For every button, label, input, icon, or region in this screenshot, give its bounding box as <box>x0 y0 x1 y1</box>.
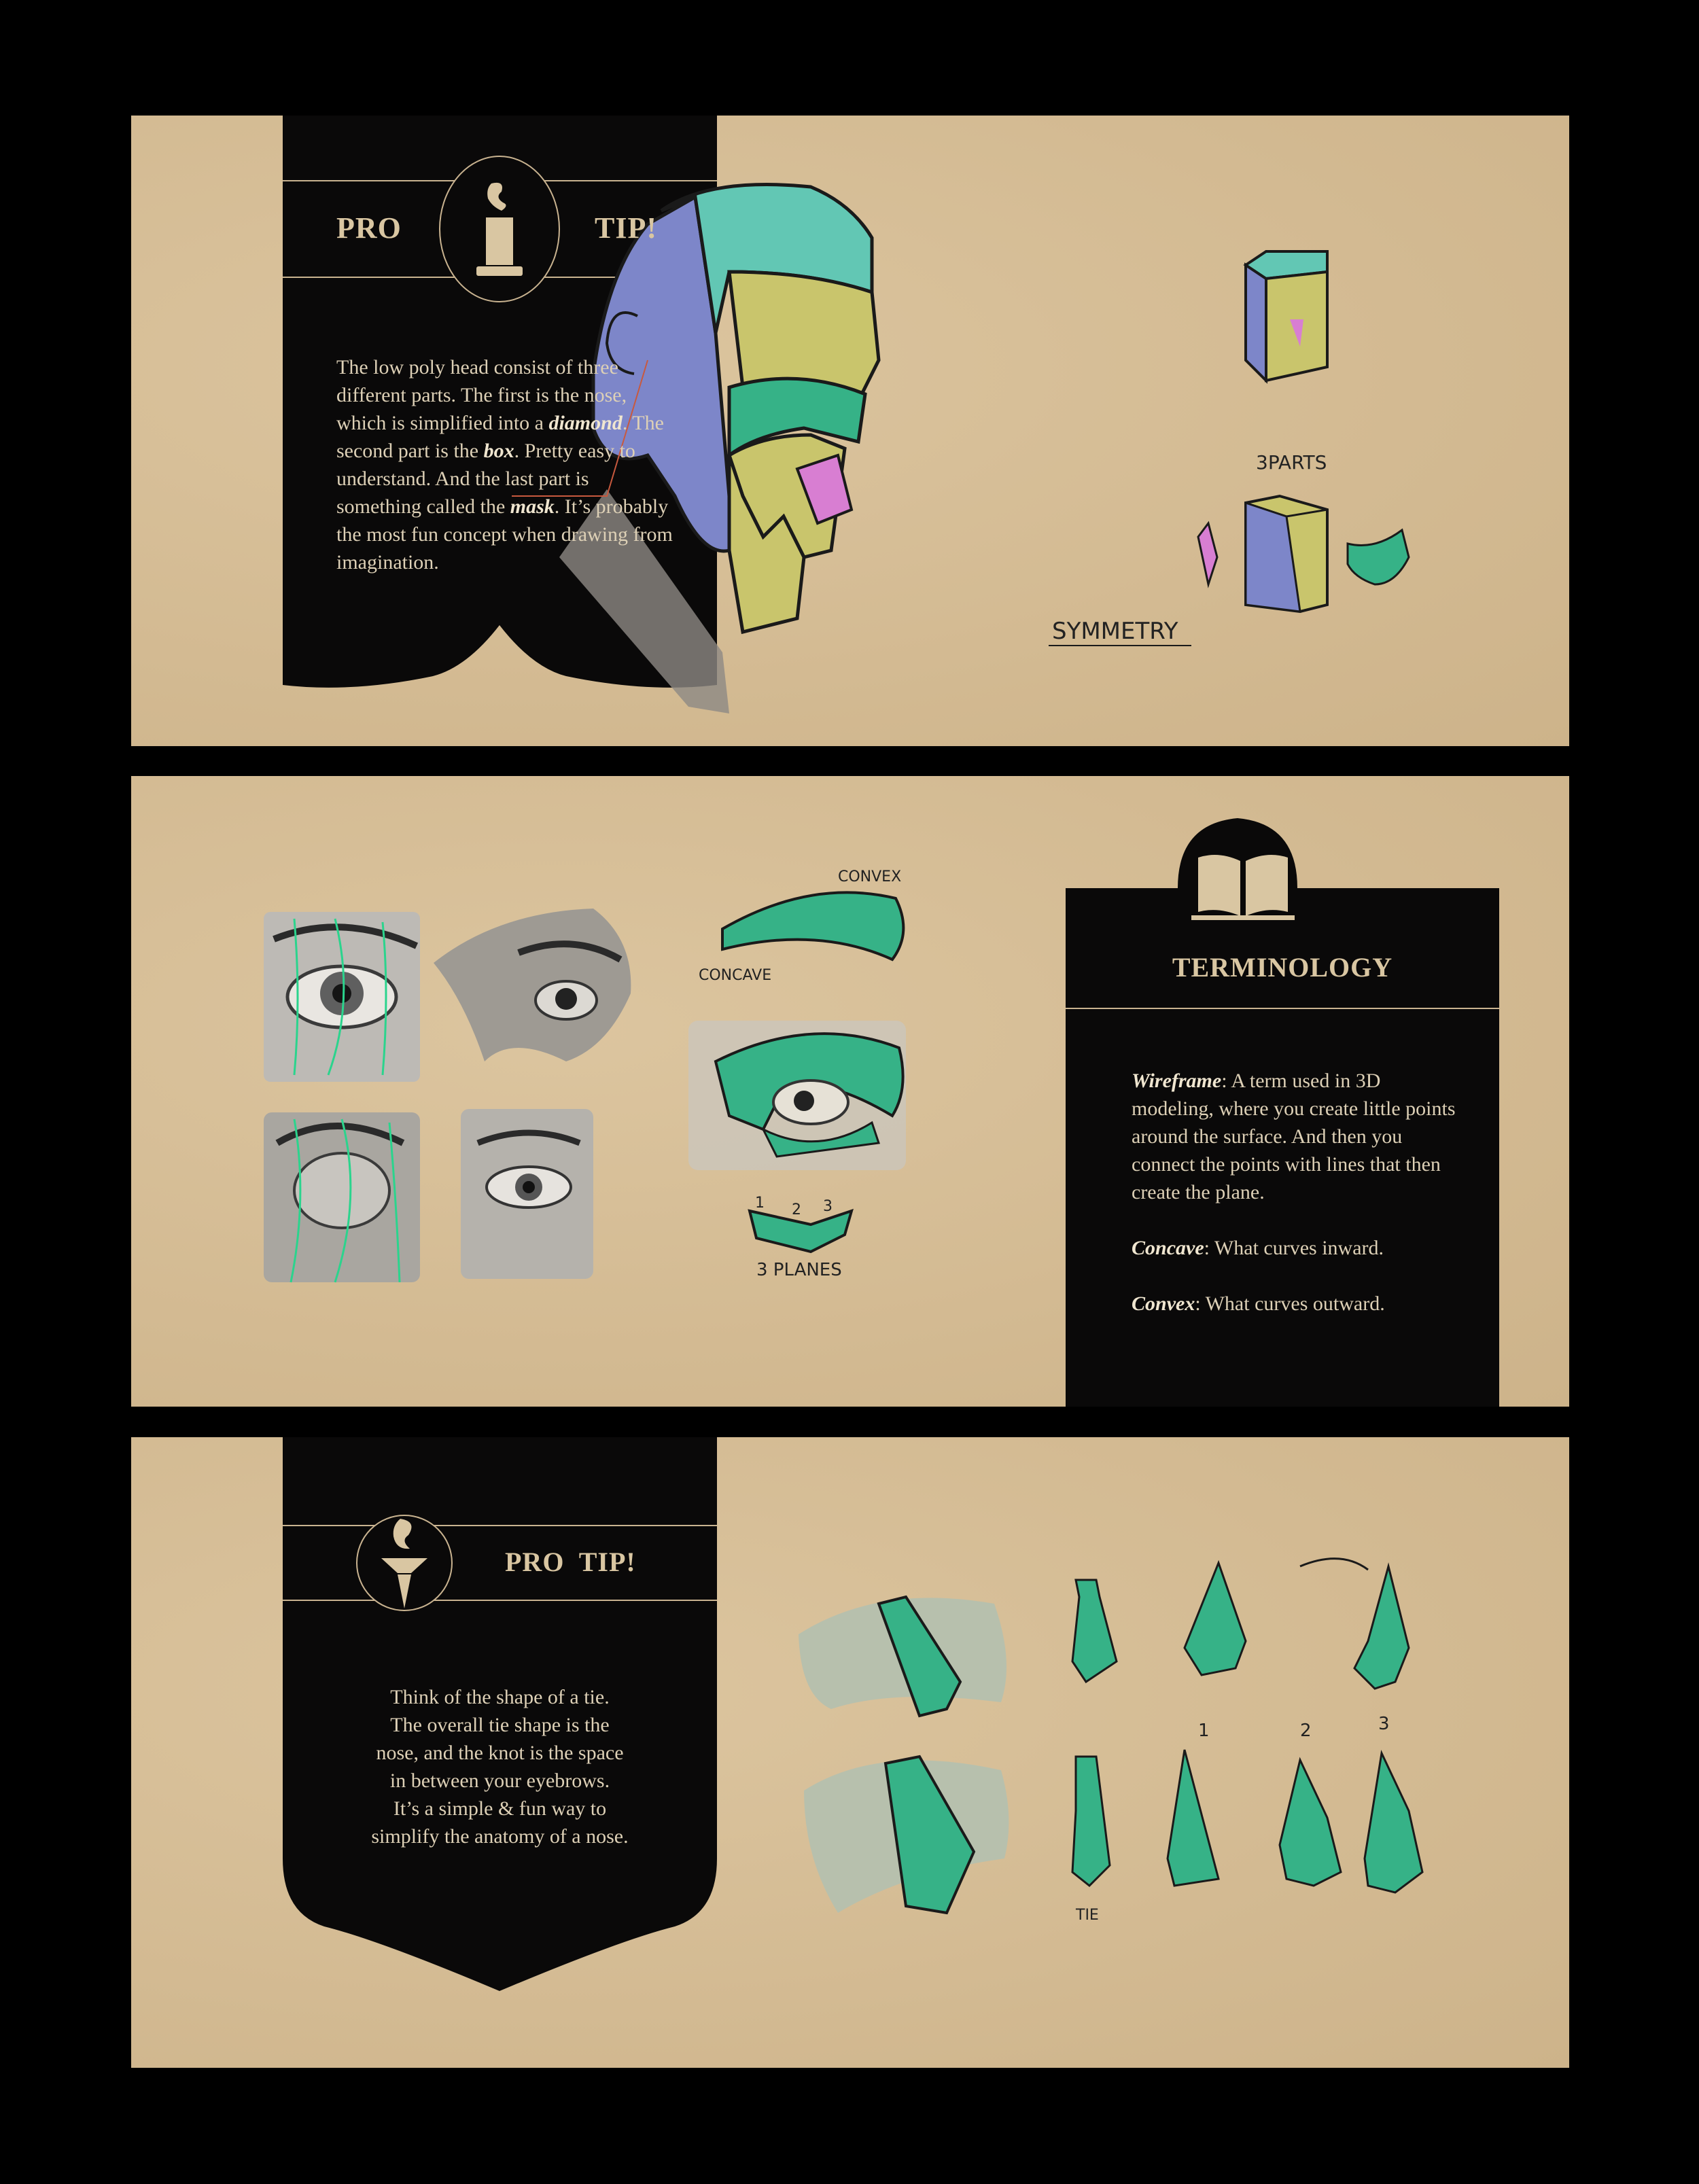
tie-sketch-bottom <box>1072 1757 1110 1886</box>
arrow-curve <box>1300 1559 1368 1570</box>
label-symmetry: SYMMETRY <box>1052 618 1178 645</box>
term-concave: Concave: What curves inward. <box>1132 1237 1384 1259</box>
label-3-planes: 3 PLANES <box>756 1260 842 1280</box>
panel-terminology <box>131 776 1569 1407</box>
plane-number-3: 3 <box>823 1198 833 1215</box>
tie-sketch-top <box>1072 1580 1117 1682</box>
tip-label-pro-tip: PRO TIP! <box>505 1547 636 1577</box>
tip-label-tip: TIP! <box>595 211 657 245</box>
nose-step-1 <box>1168 1750 1219 1886</box>
brow-convex-shape <box>722 892 903 959</box>
three-planes-sketch <box>750 1195 852 1252</box>
box-shape <box>1246 496 1327 612</box>
step-number-2: 2 <box>1300 1721 1312 1741</box>
mask-shape <box>1348 530 1409 584</box>
term-wireframe: Wireframe: A term used in 3D modeling, where you create little points around the surface. And then you connect the points with lines that then create the plane. <box>1132 1070 1456 1203</box>
plane-number-1: 1 <box>755 1195 765 1212</box>
terminology-heading: TERMINOLOGY <box>1172 952 1393 983</box>
eye-photo-2 <box>434 909 631 1061</box>
nose-cone-top <box>1185 1563 1246 1675</box>
diamond-shape <box>1198 523 1217 584</box>
eye-brow-mask-sketch <box>688 1021 906 1170</box>
box-head-small <box>1246 251 1327 381</box>
nose-refined-top <box>1354 1566 1409 1689</box>
eye-photo-3 <box>264 1112 420 1282</box>
tip-label-pro: PRO <box>336 211 402 245</box>
term-convex: Convex: What curves outward. <box>1132 1292 1385 1315</box>
panel-pro-tip-low-poly <box>131 116 1569 746</box>
eye-photo-1 <box>264 912 420 1082</box>
tip-body-text: The low poly head consist of three different parts. The first is the nose, which is simplified into a diamond. The second part is the box. Pretty easy to understand. And the last part is something called the mask. It’s probably the most fun concept when drawing from imagination. <box>336 356 673 574</box>
label-3parts: 3PARTS <box>1256 451 1327 474</box>
label-concave: CONCAVE <box>699 967 772 984</box>
nose-step-3 <box>1365 1753 1422 1892</box>
label-tie: TIE <box>1076 1907 1099 1924</box>
tip-body-text-3: Think of the shape of a tie. The overall tie shape is the nose, and the knot is the space in between your eyebrows. It’s a simple & fun way to simplify the anatomy of a nose. <box>371 1686 629 1848</box>
step-number-3: 3 <box>1378 1714 1390 1734</box>
nose-step-2 <box>1280 1760 1341 1886</box>
panel-pro-tip-tie <box>131 1437 1569 2068</box>
tie-face-sketch-2 <box>804 1757 1009 1913</box>
step-number-1: 1 <box>1198 1721 1210 1741</box>
plane-number-2: 2 <box>792 1201 801 1218</box>
terminology-list <box>1132 1067 1458 1318</box>
tie-face-sketch-1 <box>799 1597 1006 1716</box>
eye-photo-4 <box>461 1109 593 1279</box>
label-convex: CONVEX <box>838 868 902 885</box>
